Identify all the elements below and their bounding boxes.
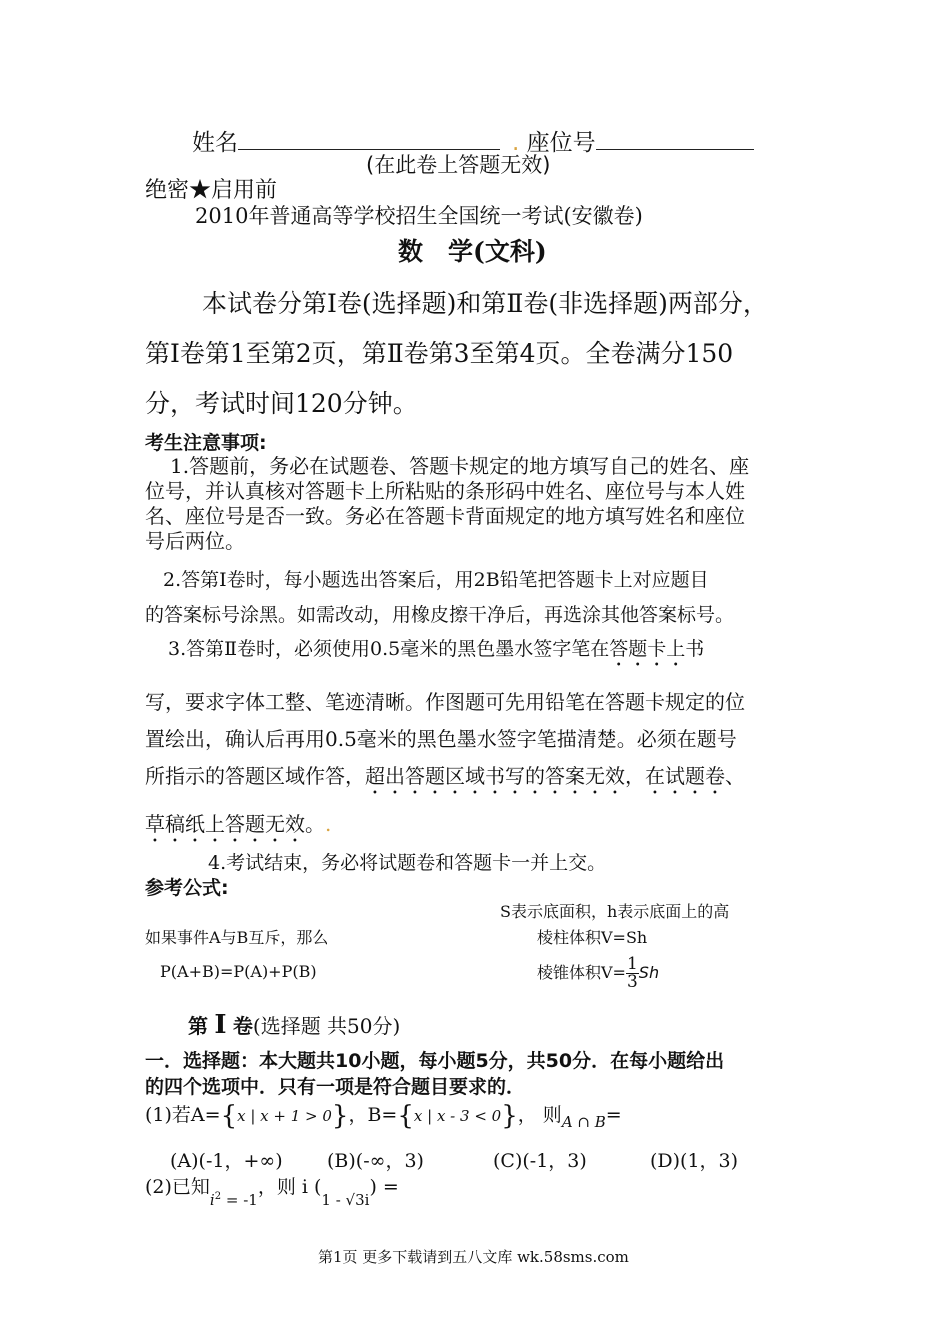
brace-close: }: [331, 1101, 349, 1131]
q2-i: i: [209, 1191, 215, 1209]
q2-end: ) =: [369, 1176, 399, 1198]
notice-item3-l5-post: 。: [305, 812, 325, 836]
exam-subject: 数 学(文科): [398, 237, 547, 266]
notice-item3-l4-emph1: 超出答题区域书写的答案无效: [365, 764, 625, 788]
fraction-den: 3: [626, 972, 638, 992]
notice-item3-l4-pre: 所指示的答题区域作答，: [145, 764, 365, 788]
orange-dot: .: [325, 812, 332, 836]
notice-item3-l4: [145, 760, 745, 799]
notice-title: 考生注意事项:: [145, 432, 267, 454]
q2-rest: = -1: [221, 1191, 258, 1209]
q1-set-a: x | x + 1 > 0: [237, 1107, 332, 1125]
notice-item3-l4-post: 、: [725, 764, 745, 788]
q1-comma1: ，B=: [348, 1104, 398, 1126]
q1-comma2: ， 则: [517, 1104, 562, 1126]
notice-item3-l5-emph: 草稿纸上答题无效: [145, 812, 305, 836]
q1-eq: =: [605, 1104, 622, 1126]
section-title-post: (选择题 共50分): [252, 1014, 401, 1038]
intro-line-1: 本试卷分第Ⅰ卷(选择题)和第Ⅱ卷(非选择题)两部分，: [202, 289, 768, 318]
formula-cone-pre: 棱锥体积V=: [537, 963, 626, 982]
q1-option-b: (B)(-∞，3): [327, 1150, 424, 1172]
notice-item3-l1-pre: 3.答第Ⅱ卷时，必须使用0.5毫米的黑色墨水签字笔在: [168, 638, 610, 660]
question-2: [145, 1172, 399, 1215]
section-title-pre: 第: [188, 1014, 208, 1038]
notice-item1-l3: 名、座位号是否一致。务必在答题卡背面规定的地方填写姓名和座位: [145, 504, 745, 528]
formula-padd: P(A+B)=P(A)+P(B): [160, 962, 317, 981]
brace-open: {: [397, 1101, 414, 1131]
q1-option-a: (A)(-1，+∞): [170, 1150, 283, 1172]
section-title: [188, 1010, 400, 1040]
notice-item3-l4-mid: ，: [625, 764, 645, 788]
notice-item3-l3: 置绘出，确认后再用0.5毫米的黑色墨水签字笔描清楚。必须在题号: [145, 727, 737, 751]
seat-label: 座位号: [526, 130, 596, 156]
section-title-roman: Ⅰ: [214, 1010, 227, 1040]
question-1: [145, 1100, 622, 1137]
notice-item1-l1: 1.答题前，务必在试题卷、答题卡规定的地方填写自己的姓名、座: [170, 454, 750, 478]
question-type-l2: 的四个选项中．只有一项是符合题目要求的．: [145, 1076, 526, 1098]
notice-item4: 4.考试结束，务必将试题卷和答题卡一并上交。: [208, 852, 607, 874]
fraction-num: 1: [626, 954, 638, 974]
notice-item2-l1: 2.答第Ⅰ卷时，每小题选出答案后，用2B铅笔把答题卡上对应题目: [163, 569, 709, 591]
secret-label: 绝密★启用前: [145, 178, 278, 203]
formula-mutex: 如果事件A与B互斥，那么: [145, 928, 329, 947]
formula-cone-post: Sh: [638, 963, 660, 982]
q2-i2: [210, 1191, 258, 1209]
q1-set-b: x | x - 3 < 0: [413, 1107, 502, 1125]
q2-comma: ，则 i (: [257, 1176, 322, 1198]
notice-item1-l2: 位号，并认真核对答题卡上所粘贴的条形码中姓名、座位号与本人姓: [145, 479, 745, 503]
notice-item3-l1-emph: 答题卡上: [609, 638, 686, 660]
invalid-note: (在此卷上答题无效): [366, 153, 551, 177]
notice-item3-l5: [145, 808, 331, 847]
q2-stem-a: (2)已知: [145, 1176, 210, 1198]
notice-item3-l2: 写，要求字体工整、笔迹清晰。作图题可先用铅笔在答题卡规定的位: [145, 690, 745, 714]
name-label: 姓名: [192, 130, 238, 156]
formulas-title: 参考公式:: [145, 877, 229, 899]
page-footer: 第1页 更多下载请到五八文库 wk.58sms.com: [318, 1248, 629, 1266]
q1-option-c: (C)(-1，3): [493, 1150, 587, 1172]
notice-item3-l1-post: 书: [685, 638, 705, 660]
q2-sup: 2: [214, 1191, 222, 1202]
q2-expr: 1 - √3i: [321, 1191, 370, 1209]
formula-cone: [537, 950, 659, 996]
notice-item3-l1: [168, 634, 704, 671]
notice-item3-l4-emph2: 在试题卷: [645, 764, 725, 788]
section-title-mid: 卷: [232, 1014, 253, 1038]
formula-s-note: S表示底面积，h表示底面上的高: [500, 902, 730, 921]
formula-prism: 棱柱体积V=Sh: [537, 928, 648, 947]
orange-dot: .: [512, 130, 520, 156]
brace-open: {: [220, 1101, 238, 1131]
fraction-one-third: [626, 956, 639, 991]
q1-intersect: A ∩ B: [561, 1113, 606, 1131]
exam-title: 2010年普通高等学校招生全国统一考试(安徽卷): [195, 204, 643, 228]
notice-item1-l4: 号后两位。: [145, 529, 245, 553]
q1-option-d: (D)(1，3): [650, 1150, 739, 1172]
question-type-l1: 一．选择题：本大题共10小题，每小题5分，共50分．在每小题给出: [145, 1050, 725, 1072]
seat-blank: [596, 148, 754, 150]
intro-line-2: 第Ⅰ卷第1至第2页，第Ⅱ卷第3至第4页。全卷满分150: [145, 339, 734, 368]
notice-item2-l2: 的答案标号涂黑。如需改动，用橡皮擦干净后，再选涂其他答案标号。: [145, 604, 735, 626]
brace-close: }: [501, 1101, 518, 1131]
intro-line-3: 分，考试时间120分钟。: [145, 389, 418, 418]
q1-stem-a: (1)若A=: [145, 1104, 221, 1126]
